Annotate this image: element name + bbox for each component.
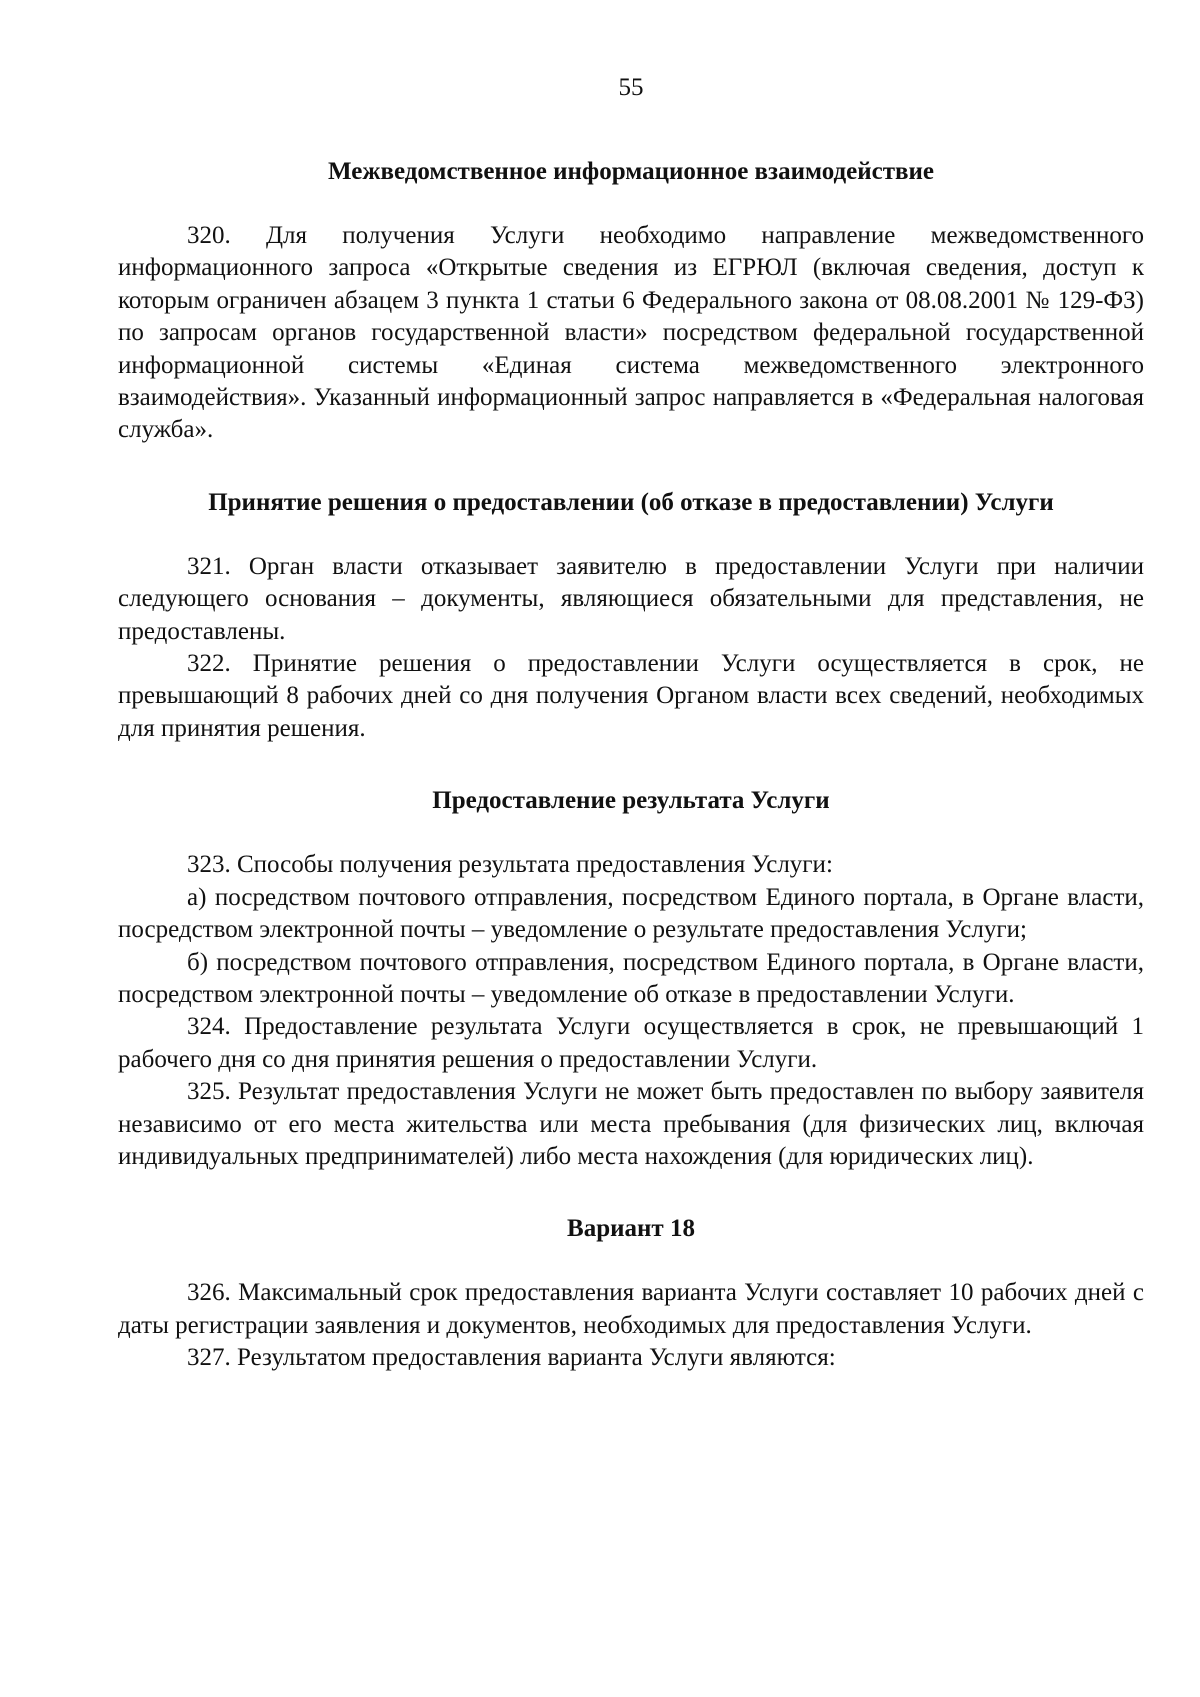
paragraph-327: 327. Результатом предоставления варианта Услуги являются: [187, 1344, 836, 1372]
section-heading-interagency: Межведомственное информационное взаимодействие [328, 158, 934, 185]
document-page [118, 72, 1144, 1375]
paragraph-324: 324. Предоставление результата Услуги осуществляется в срок, не превышающий 1 рабочего дня со дня принятия решения о предоставлении Услуги. [118, 1013, 1144, 1073]
page-number: 55 [618, 74, 644, 101]
paragraph-321: 321. Орган власти отказывает заявителю в предоставлении Услуги при наличии следующего основания – документы, являющиеся обязательными для представления, не предоставлены. [118, 552, 1144, 645]
paragraph-323-b: б) посредством почтового отправления, посредством Единого портала, в Органе власти, посредством электронной почты – уведомление об отказе в предоставлении Услуги. [118, 948, 1144, 1008]
paragraph-320: 320. Для получения Услуги необходимо направление межведомственного информационного запроса «Открытые сведения из ЕГРЮЛ (включая сведения, доступ к которым ограничен абзацем 3 пункта 1 статьи 6 Федерального закона от 08.08.2001 № 129-ФЗ) по запросам органов государственной власти» посредством федеральной государственной информационной системы «Единая система межведомственного электронного взаимодействия». Указанный информационный запрос направляется в «Федеральная налоговая служба». [118, 222, 1144, 444]
paragraph-323-a: а) посредством почтового отправления, посредством Единого портала, в Органе власти, посредством электронной почты – уведомление о результате предоставления Услуги; [118, 883, 1144, 944]
paragraph-325: 325. Результат предоставления Услуги не может быть предоставлен по выбору заявителя независимо от его места жительства или места пребывания (для физических лиц, включая индивидуальных предпринимателей) либо места нахождения (для юридических лиц). [118, 1078, 1144, 1170]
paragraph-322: 322. Принятие решения о предоставлении Услуги осуществляется в срок, не превышающий 8 рабочих дней со дня получения Органом власти всех сведений, необходимых для принятия решения. [118, 650, 1144, 742]
paragraph-323: 323. Способы получения результата предоставления Услуги: [187, 851, 833, 879]
section-heading-decision: Принятие решения о предоставлении (об отказе в предоставлении) Услуги [208, 488, 1054, 516]
paragraph-326: 326. Максимальный срок предоставления варианта Услуги составляет 10 рабочих дней с даты регистрации заявления и документов, необходимых для предоставления Услуги. [118, 1279, 1144, 1339]
section-heading-variant-18: Вариант 18 [567, 1215, 695, 1243]
section-heading-result: Предоставление результата Услуги [432, 787, 830, 815]
